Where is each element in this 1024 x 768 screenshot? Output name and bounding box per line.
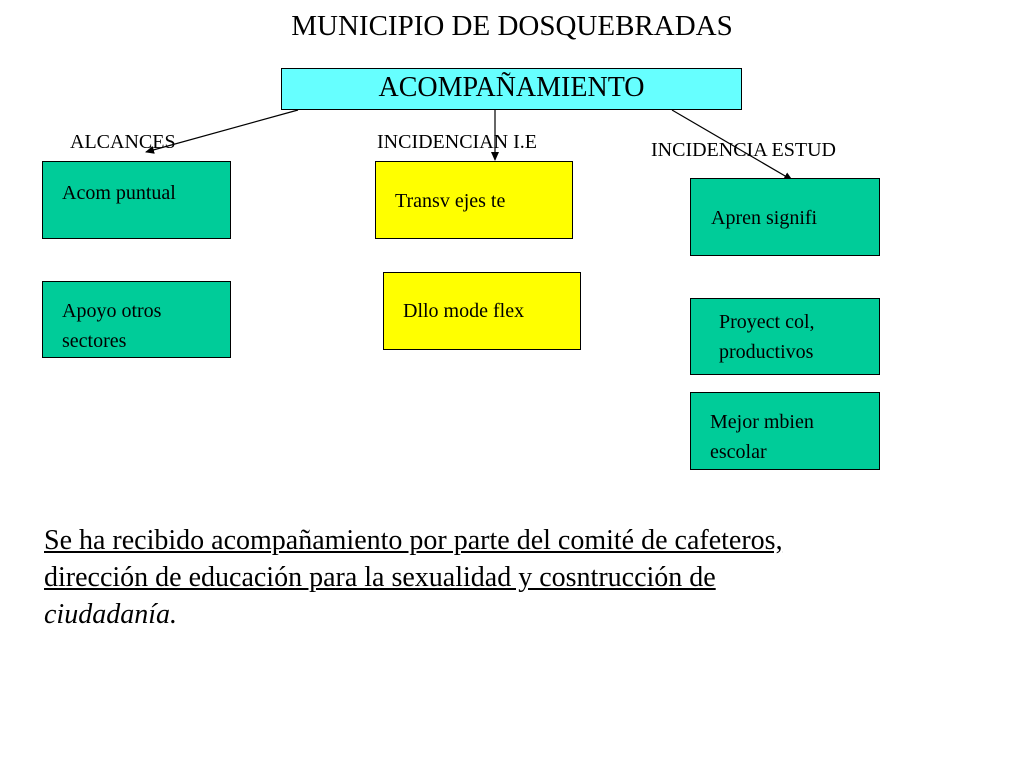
node-label: Mejor mbien escolar: [710, 411, 814, 463]
node-proyect-col-productivos: [690, 298, 880, 375]
node-label: Dllo mode flex: [403, 300, 525, 322]
root-node: ACOMPAÑAMIENTO: [281, 68, 742, 110]
node-label: Acom puntual: [62, 182, 176, 204]
node-apoyo-otros-sectores: [42, 281, 231, 358]
branch-label-incidencia-estud: INCIDENCIA ESTUD: [651, 139, 836, 161]
note-paragraph: [44, 522, 834, 633]
note-italic-text: ciudadanía.: [44, 599, 177, 630]
node-label: Apoyo otros sectores: [62, 300, 162, 352]
branch-label-incidencian-ie: INCIDENCIAN I.E: [377, 131, 537, 153]
node-dllo-mode-flex: [383, 272, 581, 350]
branch-label-alcances: ALCANCES: [70, 131, 176, 153]
note-underlined-text: Se ha recibido acompañamiento por parte del comité de cafeteros, dirección de educación para la sexualidad y cosntrucción de: [44, 525, 783, 593]
node-acom-puntual: [42, 161, 231, 239]
node-apren-signifi: [690, 178, 880, 256]
node-transv-ejes-te: [375, 161, 573, 239]
node-mejor-mbien-escolar: [690, 392, 880, 470]
node-label: Transv ejes te: [395, 190, 506, 212]
node-label: Apren signifi: [711, 207, 818, 229]
slide-title: MUNICIPIO DE DOSQUEBRADAS: [291, 10, 733, 42]
node-label: Proyect col, productivos: [719, 311, 815, 363]
